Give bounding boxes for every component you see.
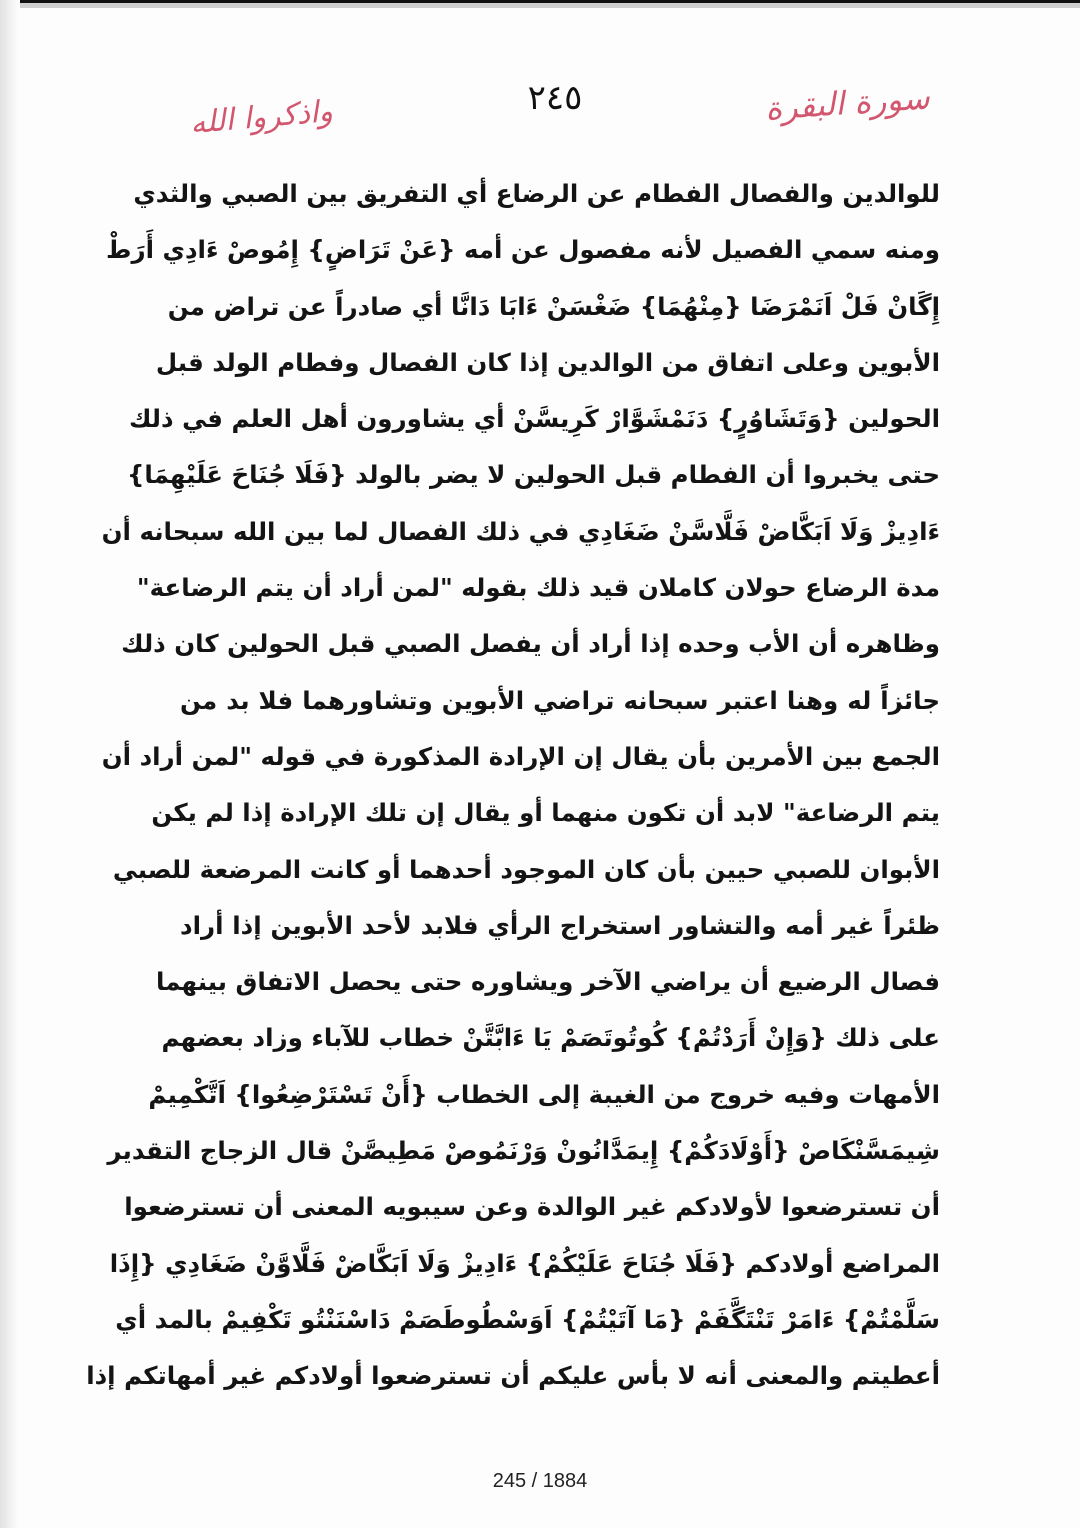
text-line: يتم الرضاعة" لابد أن تكون منهما أو يقال إن تلك الإرادة إذا لم يكن: [151, 798, 940, 828]
text-line: مدة الرضاع حولان كاملان قيد ذلك بقوله "لمن أراد أن يتم الرضاعة": [136, 573, 940, 603]
pagination-indicator: 245 / 1884: [492, 1470, 588, 1492]
text-line: حتى يخبروا أن الفطام قبل الحولين لا يضر بالولد {فَلَا جُنَاحَ عَلَيْهِمَا}: [126, 460, 940, 490]
text-line: الجمع بين الأمرين بأن يقال إن الإرادة المذكورة في قوله "لمن أراد أن: [101, 741, 940, 771]
text-line: سَلَّمْتُمْ} ءَامَرْ تَنْتَگَّفَمْ {مَا آتَيْتُمْ} اَوَسْطُوطَصَمْ دَاسْنَنْتُو تَكْفِيمْ بالمد أي: [115, 1304, 940, 1334]
text-line: ومنه سمي الفصيل لأنه مفصول عن أمه {عَنْ تَرَاضٍ} إِمُوصْ ءَادِي أَرَطْ: [106, 235, 940, 265]
text-line: أعطيتم والمعنى أنه لا بأس عليكم أن تسترضعوا أولادكم غير أمهاتكم إذا: [86, 1361, 940, 1391]
text-line: المراضع أولادكم {فَلَا جُنَاحَ عَلَيْكُمْ} ءَادِيزْ وَلَا اَبَكَّاضْ فَلَّاوَّنْ ضَغَادِي {إِذَا: [109, 1248, 940, 1278]
text-line: شِيمَسَّنْكَاصْ {أَوْلَادَكُمْ} إِيمَدَّانُونْ وَرْنَمُوصْ مَطِيصَّنْ قال الزجاج التقدير: [107, 1136, 940, 1166]
text-line: إِگَانْ فَلْ اَنَمْرَضَا {مِنْهُمَا} ضَغْسَنْ ءَابَا دَانَّا أي صادراً عن تراض من: [167, 291, 940, 321]
text-line: الحولين {وَتَشَاوُرٍ} دَنَمْشَوَّارْ كَرِيسَّنْ أي يشاورون أهل العلم في ذلك: [128, 404, 940, 434]
text-line: جائزاً له وهنا اعتبر سبحانه تراضي الأبوين وتشاورهما فلا بد من: [180, 685, 940, 715]
verse-note-annotation: واذكروا الله: [188, 93, 335, 142]
text-line: فصال الرضيع أن يراضي الآخر ويشاوره حتى يحصل الاتفاق بينهما: [155, 967, 940, 997]
text-line: على ذلك {وَإِنْ أَرَدْتُمْ} كُوتُوتَصَمْ يَا ءَابَّتَّنْ خطاب للآباء وزاد بعضهم: [161, 1023, 940, 1053]
text-line: الأمهات وفيه خروج من الغيبة إلى الخطاب {أَنْ تَسْتَرْضِعُوا} اَتَّكْمِيمْ: [148, 1079, 940, 1109]
text-line: أن تسترضعوا لأولادكم غير الوالدة وعن سيبويه المعنى أن تسترضعوا: [124, 1192, 940, 1222]
text-line: ظئراً غير أمه والتشاور استخراج الرأي فلابد لأحد الأبوين إذا أراد: [180, 910, 940, 940]
text-line: ءَادِيزْ وَلَا اَبَكَّاضْ فَلَّاسَّنْ ضَغَادِي في ذلك الفصال لما بين الله سبحانه أن: [101, 516, 940, 546]
body-text: [86, 166, 940, 1405]
text-line: وظاهره أن الأب وحده إذا أراد أن يفصل الصبي قبل الحولين كان ذلك: [121, 629, 940, 659]
text-line: الأبوان للصبي حيين بأن كان الموجود أحدهما أو كانت المرضعة للصبي: [112, 854, 940, 884]
scan-top-edge: [0, 0, 1080, 8]
text-line: للوالدين والفصال الفطام عن الرضاع أي التفريق بين الصبي والثدي: [133, 179, 940, 208]
text-line: الأبوين وعلى اتفاق من الوالدين إذا كان الفصال وفطام الولد قبل: [155, 347, 940, 377]
surah-name-annotation: سورة البقرة: [764, 78, 932, 128]
page-number: ٢٤٥: [527, 78, 583, 118]
scan-left-edge: [0, 0, 20, 1528]
